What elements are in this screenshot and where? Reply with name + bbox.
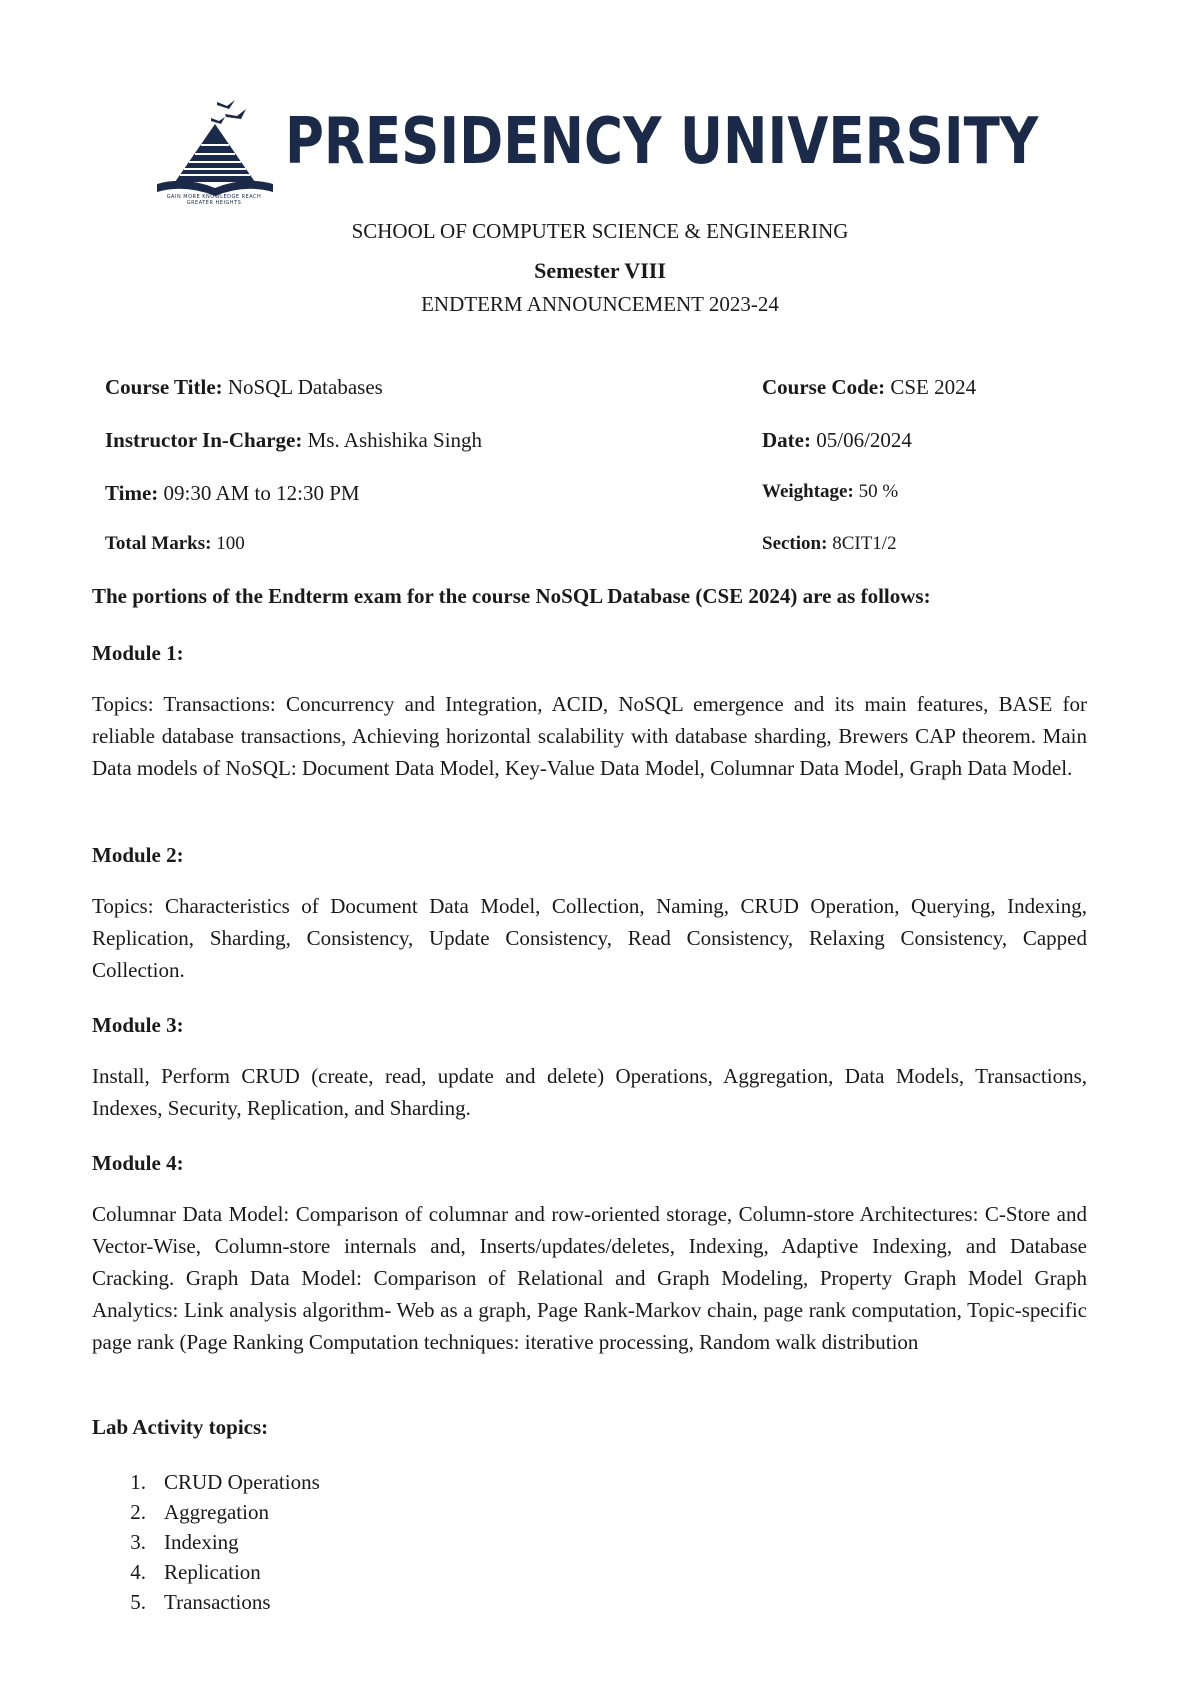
- module-2-text: Topics: Characteristics of Document Data Model, Collection, Naming, CRUD Operation, Querying, Indexing, Replication, Sharding, Consistency, Update Consistency, Read Consistency, Relaxing Consistency, Capped Collection.: [92, 894, 1087, 982]
- course-title-field: [105, 375, 383, 400]
- total-marks-field: [105, 533, 245, 555]
- time-label: Time:: [105, 481, 159, 505]
- module-4-title: Module 4:: [92, 1151, 184, 1175]
- module-1-text: Topics: Transactions: Concurrency and Integration, ACID, NoSQL emergence and its main features, BASE for reliable database transactions, Achieving horizontal scalability with database sharding, Brewers CAP theorem. Main Data models of NoSQL: Document Data Model, Key-Value Data Model, Columnar Data Model, Graph Data Model.: [92, 692, 1087, 780]
- semester-heading: Semester VIII: [534, 258, 666, 283]
- module-3-title: Module 3:: [92, 1013, 184, 1037]
- course-code-label: Course Code:: [762, 375, 886, 399]
- time-field: [105, 481, 360, 506]
- list-item-label: CRUD Operations: [164, 1470, 320, 1494]
- module-2-title: Module 2:: [92, 843, 184, 867]
- section-value: 8CIT1/2: [832, 533, 897, 554]
- logo-tagline: GAIN MORE KNOWLEDGE REACH GREATER HEIGHTS: [166, 194, 262, 206]
- list-number: 2.: [130, 1500, 146, 1524]
- lab-activity-title: Lab Activity topics:: [92, 1415, 269, 1439]
- course-title-value: NoSQL Databases: [227, 375, 383, 399]
- weightage-field: [762, 481, 898, 503]
- module-3-text: Install, Perform CRUD (create, read, update and delete) Operations, Aggregation, Data Models, Transactions, Indexes, Security, Replication, and Sharding.: [92, 1064, 1087, 1120]
- list-item: [92, 1497, 320, 1527]
- list-item: [92, 1527, 320, 1557]
- intro-statement: The portions of the Endterm exam for the course NoSQL Database (CSE 2024) are as follows:: [92, 584, 931, 608]
- course-title-label: Course Title:: [105, 375, 223, 399]
- section-label: Section:: [762, 533, 828, 554]
- instructor-label: Instructor In-Charge:: [105, 428, 303, 452]
- list-number: 3.: [130, 1530, 146, 1554]
- list-item: [92, 1587, 320, 1617]
- list-number: 5.: [130, 1590, 146, 1614]
- list-item-label: Replication: [164, 1560, 261, 1584]
- date-label: Date:: [762, 428, 811, 452]
- module-4-text: Columnar Data Model: Comparison of columnar and row-oriented storage, Column-store Architectures: C-Store and Vector-Wise, Column-store internals and, Inserts/updates/deletes, Indexing, Adaptive Indexing, and Database Cracking. Graph Data Model: Comparison of Relational and Graph Modeling, Property Graph Model Graph Analytics: Link analysis algorithm- Web as a graph, Page Rank-Markov chain, page rank computation, Topic-specific page rank (Page Ranking Computation techniques: iterative processing, Random walk distribution: [92, 1202, 1087, 1354]
- instructor-field: [105, 428, 482, 453]
- course-code-field: [762, 375, 976, 400]
- course-code-value: CSE 2024: [890, 375, 977, 399]
- university-name: PRESIDENCY UNIVERSITY: [285, 105, 1039, 179]
- list-item-label: Transactions: [164, 1590, 271, 1614]
- list-item: [92, 1557, 320, 1587]
- lab-activity-list: [92, 1467, 320, 1617]
- module-1-title: Module 1:: [92, 641, 184, 665]
- university-logo: [155, 96, 1045, 208]
- weightage-value: 50 %: [858, 481, 899, 502]
- weightage-label: Weightage:: [762, 481, 854, 502]
- book-birds-logo-icon: [155, 96, 275, 208]
- total-marks-label: Total Marks:: [105, 533, 212, 554]
- total-marks-value: 100: [216, 533, 245, 554]
- instructor-value: Ms. Ashishika Singh: [307, 428, 483, 452]
- list-number: 1.: [130, 1470, 146, 1494]
- school-name: SCHOOL OF COMPUTER SCIENCE & ENGINEERING: [351, 219, 849, 243]
- date-field: [762, 428, 912, 453]
- announcement-heading: ENDTERM ANNOUNCEMENT 2023-24: [421, 292, 779, 316]
- section-field: [762, 533, 897, 555]
- list-number: 4.: [130, 1560, 146, 1584]
- list-item-label: Indexing: [164, 1530, 239, 1554]
- list-item-label: Aggregation: [164, 1500, 269, 1524]
- list-item: [92, 1467, 320, 1497]
- time-value: 09:30 AM to 12:30 PM: [163, 481, 360, 505]
- date-value: 05/06/2024: [816, 428, 912, 452]
